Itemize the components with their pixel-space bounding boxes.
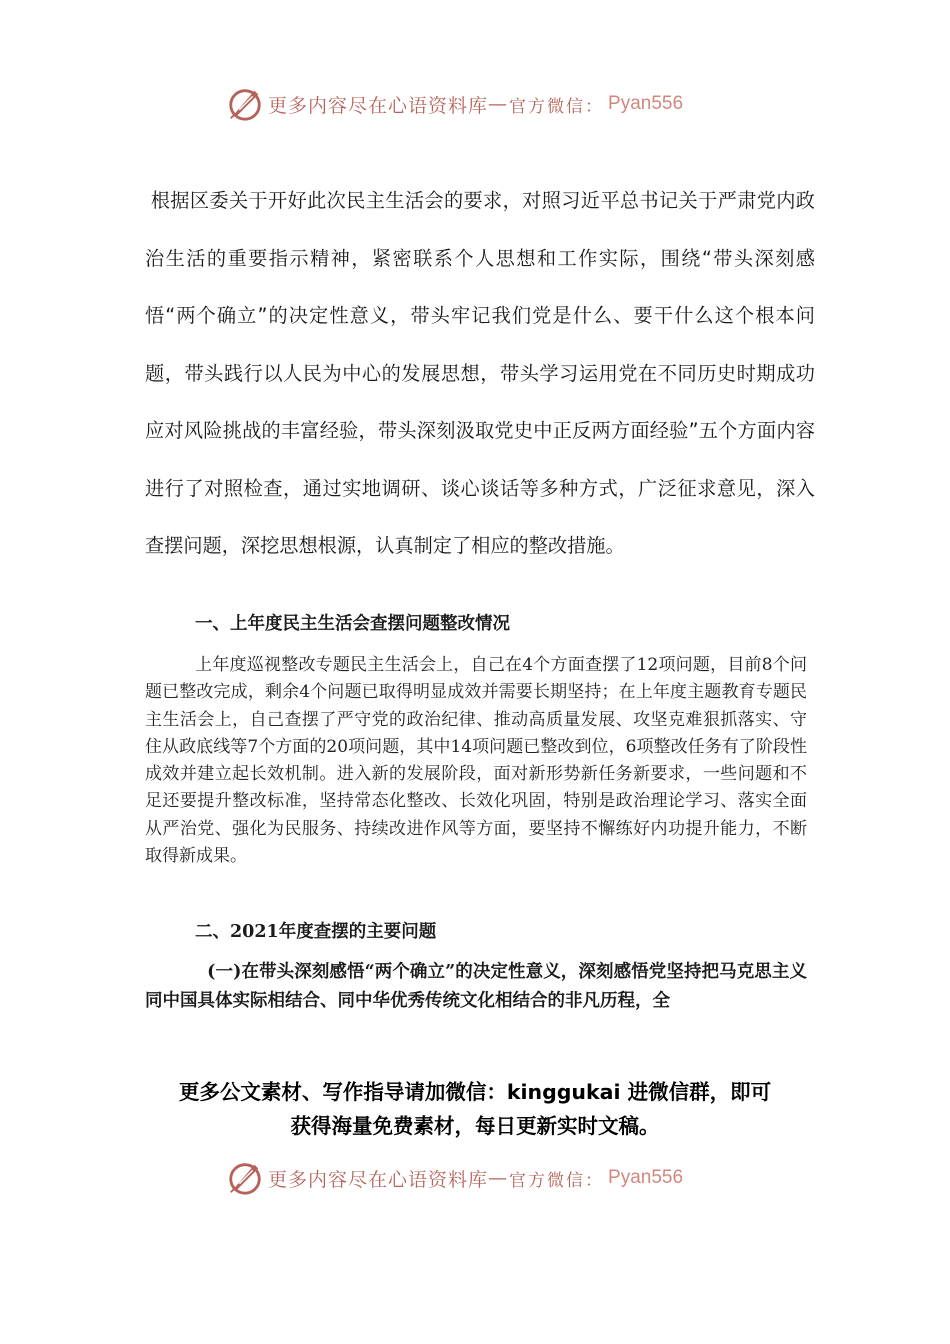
watermark-header [226,84,683,124]
quill-logo-icon [226,85,264,123]
section1-heading: 一、上年度民主生活会查摆问题整改情况 [195,614,510,634]
watermark-text: 更多内容尽在心语资料库 [268,1168,489,1191]
section2-heading: 二、2021年度查摆的主要问题 [195,922,437,942]
watermark-wechat-id: Pyan556 [608,93,684,114]
promo-line-1: 更多公文素材、写作指导请加微信：kinggukai 进微信群，即可 [178,1080,772,1104]
quill-logo-icon [226,1159,264,1197]
watermark-dash: — [488,1167,508,1189]
promo-notice [120,1075,830,1143]
watermark-wechat-id: Pyan556 [608,1167,684,1188]
promo-line-2: 获得海量免费素材，每日更新实时文稿。 [290,1114,660,1138]
watermark-dash: — [488,93,508,115]
watermark-official-label: 官方微信： [509,96,605,117]
section1-body: 上年度巡视整改专题民主生活会上，自己在4个方面查摆了12项问题，目前8个问题已整改完成，剩余4个问题已取得明显成效并需要长期坚持；在上年度主题教育专题民主生活会上，自己查摆了严守党的政治纪律、推动高质量发展、攻坚克难狠抓落实、守住从政底线等7个方面的20项问题，其中14项问题已整改到位，6项整改任务有了阶段性成效并建立起长效机制。进入新的发展阶段，面对新形势新任务新要求，一些问题和不足还要提升整改标准，坚持常态化整改、长效化巩固，特别是政治理论学习、落实全面从严治党、强化为民服务、持续改进作风等方面，要坚持不懈练好内功提升能力，不断取得新成果。 [145,655,807,867]
watermark-text: 更多内容尽在心语资料库 [268,94,489,117]
intro-paragraph: 根据区委关于开好此次民主生活会的要求，对照习近平总书记关于严肃党内政治生活的重要指示精神，紧密联系个人思想和工作实际，围绕“带头深刻感悟“两个确立”的决定性意义，带头牢记我们党是什么、要干什么这个根本问题，带头践行以人民为中心的发展思想，带头学习运用党在不同历史时期成功应对风险挑战的丰富经验，带头深刻汲取党史中正反两方面经验”五个方面内容进行了对照检查，通过实地调研、谈心谈话等多种方式，广泛征求意见，深入查摆问题，深挖思想根源，认真制定了相应的整改措施。 [145,189,815,557]
watermark-official-label: 官方微信： [509,1170,605,1191]
watermark-footer [226,1158,683,1198]
section2-subheading: (一)在带头深刻感悟“两个确立”的决定性意义，深刻感悟党坚持把马克思主义同中国具体实际相结合、同中华优秀传统文化相结合的非凡历程，全 [145,962,807,1011]
